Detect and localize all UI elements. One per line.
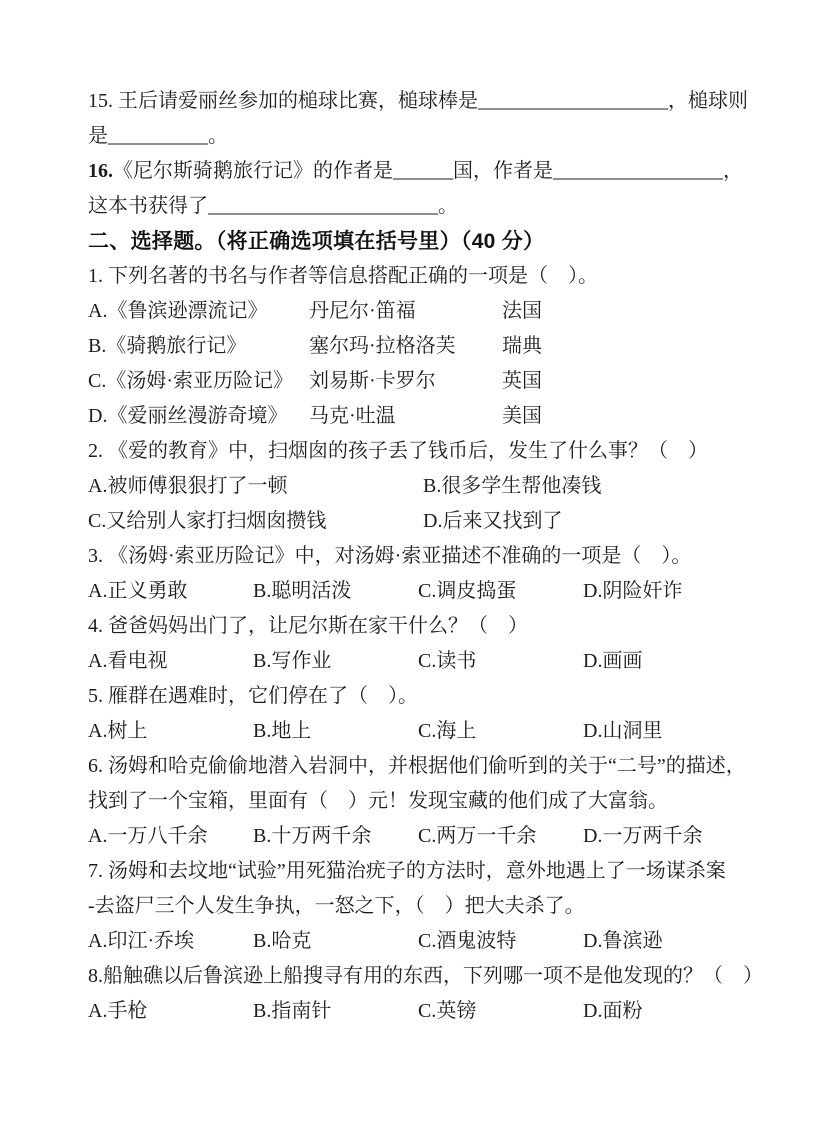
q4-option-b: B.写作业 <box>253 650 332 672</box>
q6-stem-line2: 找到了一个宝箱，里面有（ ）元！发现宝藏的他们成了大富翁。 <box>88 790 668 812</box>
q3-option-b: B.聪明活泼 <box>253 580 352 602</box>
q3-option-c: C.调皮捣蛋 <box>418 580 517 602</box>
q8-option-row <box>88 994 747 1029</box>
q1-option-row-a <box>88 294 747 329</box>
q1-option-d-country: 美国 <box>502 405 542 427</box>
q1-option-row-b <box>88 329 747 364</box>
q7-stem-line1: 7. 汤姆和去坟地“试验”用死猫治疣子的方法时，意外地遇上了一场谋杀案 <box>88 860 726 882</box>
q5-stem: 5. 雁群在遇难时，它们停在了（ ）。 <box>88 685 418 707</box>
q2-option-d: D.后来又找到了 <box>423 510 563 532</box>
q7-option-d: D.鲁滨逊 <box>583 930 663 952</box>
q8-option-b: B.指南针 <box>253 1000 332 1022</box>
q1-option-row-c <box>88 364 747 399</box>
q8-option-c: C.英镑 <box>418 1000 477 1022</box>
q15-line2: 是__________。 <box>88 125 228 147</box>
q5-option-d: D.山洞里 <box>583 720 663 742</box>
q1-option-c-author: 刘易斯·卡罗尔 <box>309 370 436 392</box>
q5-option-c: C.海上 <box>418 720 477 742</box>
q6-option-a: A.一万八千余 <box>88 825 208 847</box>
q8-stem: 8.船触礁以后鲁滨逊上船搜寻有用的东西，下列哪一项不是他发现的？（ ） <box>88 965 763 987</box>
q1-option-a-country: 法国 <box>502 300 542 322</box>
q4-option-c: C.读书 <box>418 650 477 672</box>
q6-option-d: D.一万两千余 <box>583 825 703 847</box>
q2-option-row-1 <box>88 469 747 504</box>
q5-option-row <box>88 714 747 749</box>
q5-option-b: B.地上 <box>253 720 312 742</box>
q4-option-a: A.看电视 <box>88 650 168 672</box>
q2-option-c: C.又给别人家打扫烟囱攒钱 <box>88 510 327 532</box>
q6-option-row <box>88 819 747 854</box>
q8-option-a: A.手枪 <box>88 1000 148 1022</box>
q1-option-d-author: 马克·吐温 <box>309 405 396 427</box>
q16-number: 16. <box>88 160 113 182</box>
q3-option-row <box>88 574 747 609</box>
q1-option-b-author: 塞尔玛·拉格洛芙 <box>309 335 456 357</box>
q3-option-a: A.正义勇敢 <box>88 580 188 602</box>
q1-option-d-title: D.《爱丽丝漫游奇境》 <box>88 405 288 427</box>
q8-option-d: D.面粉 <box>583 1000 643 1022</box>
section-2-heading: 二、选择题。（将正确选项填在括号里）（40 分） <box>88 230 545 253</box>
q7-option-a: A.印江·乔埃 <box>88 930 195 952</box>
q1-option-b-country: 瑞典 <box>502 335 542 357</box>
q7-stem-line2: -去盗尸三个人发生争执，一怒之下，（ ）把大夫杀了。 <box>88 895 585 917</box>
q4-stem: 4. 爸爸妈妈出门了，让尼尔斯在家干什么？（ ） <box>88 615 528 637</box>
q1-option-a-title: A.《鲁滨逊漂流记》 <box>88 300 268 322</box>
q1-option-a-author: 丹尼尔·笛福 <box>309 300 416 322</box>
q1-option-c-country: 英国 <box>502 370 542 392</box>
q16-line1 <box>88 154 747 189</box>
q15-line1: 15. 王后请爱丽丝参加的槌球比赛，槌球棒是___________________，槌球则 <box>88 90 748 112</box>
q4-option-row <box>88 644 747 679</box>
q6-option-b: B.十万两千余 <box>253 825 372 847</box>
q1-option-c-title: C.《汤姆·索亚历险记》 <box>88 370 293 392</box>
q3-option-d: D.阴险奸诈 <box>583 580 683 602</box>
q2-stem: 2. 《爱的教育》中，扫烟囱的孩子丢了钱币后，发生了什么事？（ ） <box>88 440 708 462</box>
q2-option-a: A.被师傅狠狠打了一顿 <box>88 475 288 497</box>
q1-option-b-title: B.《骑鹅旅行记》 <box>88 335 247 357</box>
q2-option-row-2 <box>88 504 747 539</box>
q7-option-c: C.酒鬼波特 <box>418 930 517 952</box>
q5-option-a: A.树上 <box>88 720 148 742</box>
q2-option-b: B.很多学生帮他凑钱 <box>423 475 602 497</box>
q3-stem: 3. 《汤姆·索亚历险记》中，对汤姆·索亚描述不准确的一项是（ ）。 <box>88 545 692 567</box>
q6-stem-line1: 6. 汤姆和哈克偷偷地潜入岩洞中，并根据他们偷听到的关于“二号”的描述， <box>88 755 746 777</box>
q1-stem: 1. 下列名著的书名与作者等信息搭配正确的一项是（ ）。 <box>88 265 598 287</box>
q16-line1-text: 《尼尔斯骑鹅旅行记》的作者是______国，作者是_________________， <box>113 160 743 182</box>
q6-option-c: C.两万一千余 <box>418 825 537 847</box>
q1-option-row-d <box>88 399 747 434</box>
q7-option-b: B.哈克 <box>253 930 312 952</box>
q16-line2: 这本书获得了_______________________。 <box>88 195 458 217</box>
q7-option-row <box>88 924 747 959</box>
q4-option-d: D.画画 <box>583 650 643 672</box>
